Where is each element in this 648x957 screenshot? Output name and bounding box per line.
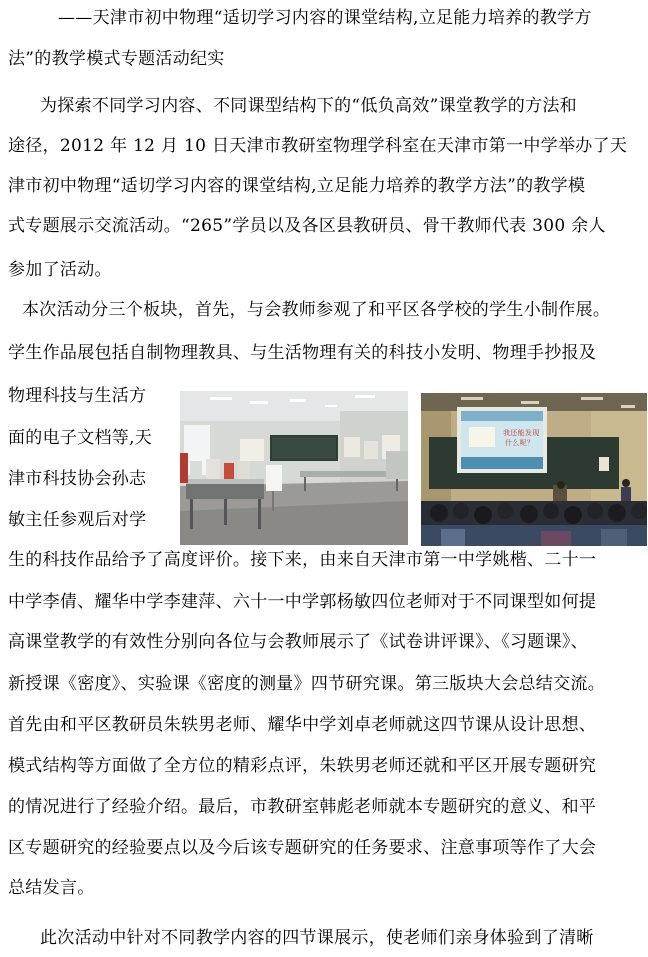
lecture-photo xyxy=(421,393,647,546)
paragraph-2-line-3: 物理科技与生活方 xyxy=(8,386,147,406)
paragraph-2-line-6: 敏主任参观后对学 xyxy=(8,510,147,530)
paragraph-1-line-1: 为探索不同学习内容、不同课型结构下的“低负高效”课堂教学的方法和 xyxy=(40,96,577,116)
paragraph-1-line-2: 途径，2012 年 12 月 10 日天津市教研室物理学科室在天津市第一中学举办了天 xyxy=(8,136,628,156)
paragraph-2-line-10: 新授课《密度》、实验课《密度的测量》四节研究课。第三版块大会总结交流。 xyxy=(8,674,605,694)
paragraph-2-line-8: 中学李倩、耀华中学李建萍、六十一中学郭杨敏四位老师对于不同课型如何提 xyxy=(8,592,597,612)
paragraph-2-line-13: 的情况进行了经验介绍。最后，市教研室韩彪老师就本专题研究的意义、和平 xyxy=(8,797,597,817)
paragraph-2-line-9: 高课堂教学的有效性分别向各位与会教师展示了《试卷讲评课》、《习题课》、 xyxy=(8,632,588,652)
subtitle-line-2: 法”的教学模式专题活动纪实 xyxy=(8,49,225,69)
paragraph-1-line-3: 津市初中物理“适切学习内容的课堂结构,立足能力培养的教学方法”的教学模 xyxy=(8,176,586,196)
exhibition-photo xyxy=(180,391,408,545)
paragraph-2-line-11: 首先由和平区教研员朱轶男老师、耀华中学刘卓老师就这四节课从设计思想、 xyxy=(8,715,597,735)
subtitle-line-1: ——天津市初中物理“适切学习内容的课堂结构,立足能力培养的教学方 xyxy=(58,8,592,28)
paragraph-2-line-7: 生的科技作品给予了高度评价。接下来，由来自天津市第一中学姚楷、二十一 xyxy=(8,550,597,570)
paragraph-2-line-1: 本次活动分三个板块，首先，与会教师参观了和平区各学校的学生小制作展。 xyxy=(22,300,611,320)
paragraph-2-line-5: 津市科技协会孙志 xyxy=(8,469,147,489)
paragraph-2-line-14: 区专题研究的经验要点以及今后该专题研究的任务要求、注意事项等作了大会 xyxy=(8,838,597,858)
paragraph-2-line-4: 面的电子文档等,天 xyxy=(8,428,153,448)
paragraph-3-line-1: 此次活动中针对不同教学内容的四节课展示，使老师们亲身体验到了清晰 xyxy=(40,928,594,948)
paragraph-2-line-15: 总结发言。 xyxy=(8,878,95,898)
slide-text-2: 什么呢？ xyxy=(505,439,535,447)
slide-text-1: 我还能发现 xyxy=(503,429,540,437)
paragraph-1-line-5: 参加了活动。 xyxy=(8,260,112,280)
paragraph-1-line-4: 式专题展示交流活动。“265”学员以及各区县教研员、骨干教师代表 300 余人 xyxy=(8,216,606,236)
paragraph-2-line-2: 学生作品展包括自制物理教具、与生活物理有关的科技小发明、物理手抄报及 xyxy=(8,343,597,363)
paragraph-2-line-12: 模式结构等方面做了全方位的精彩点评，朱轶男老师还就和平区开展专题研究 xyxy=(8,756,597,776)
